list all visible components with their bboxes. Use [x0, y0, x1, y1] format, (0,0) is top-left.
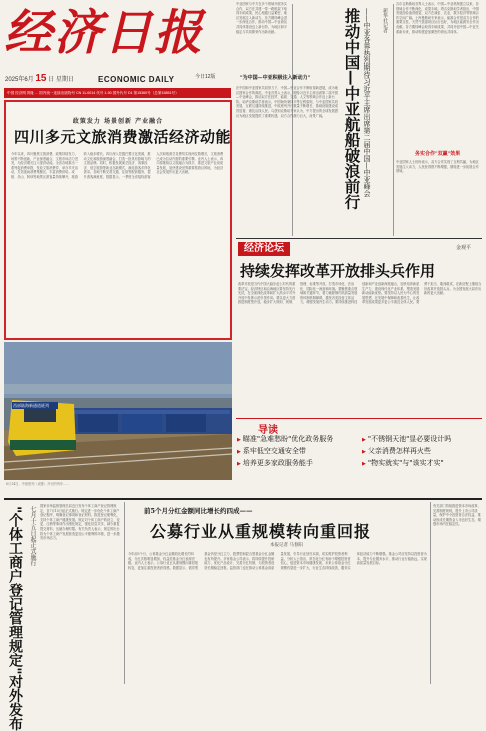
- section-rule: [236, 418, 482, 419]
- train-photo: [4, 342, 232, 480]
- section-rule: [236, 238, 482, 239]
- feature-headline: 四川多元文旅消费激活经济动能: [14, 128, 232, 146]
- guide-item[interactable]: ▶ 瞄准"急难愁盼"优化政务服务: [237, 435, 334, 443]
- guide-item[interactable]: ▶ 培养更多家政服务能手: [237, 459, 313, 467]
- triangle-icon: ▶: [237, 461, 241, 467]
- guide-item[interactable]: ▶ 系牢低空交通安全带: [237, 447, 306, 455]
- lead-body-text-c: 中亚国家人士纷纷表示，双方合作实现了互利共赢，为地区发展注入动力，人民获得感不断增强，期待进一步拓展合作领域。: [396, 160, 479, 174]
- feature-kicker: 政策发力 场景创新 产业融合: [72, 118, 164, 125]
- lead-subtitle: ——中亚各界热烈期待习近平主席出席第二届中国—中亚峰会: [363, 8, 371, 197]
- fund-body: 今年前5个月，公募基金分红金额同比增长约四成，分红次数明显增加，权益类基金分红表现亮眼。业内人士表示，公募行业正从重规模向重回报转变，更加注重投资者获得感。数据显示，债券型基金仍是分红主力，股票型和混合型基金分红金额也有所提升。多家基金公司表示，将持续提升投研能力，优化产品设计，完善分红机制，为投资者创造长期稳定回报。监管部门也在推动公募基金高质量发展，引导行业回归本源，切实维护投资者利益。分析人士指出，常态化分红有助于增强投资者信心，促进资本市场健康发展，未来公募基金分红规模有望进一步扩大，行业生态持续改善，服务实体经济能力不断增强。基金公司应坚持以投资者为本，提升专业服务水平，推动行业行稳致远，实现高质量发展目标。: [128, 552, 427, 570]
- feature-body: 今年以来，四川聚焦文旅消费，政策持续发力，场景不断创新，产业深度融合，文旅市场活力迸发，为经济增长注入强劲动能。全省各地推出一系列促消费举措，发放文旅消费券，举办节庆活动，打造夜间消费集聚区，丰富消费供给。成都、乐山、阿坝等地景区游客量持续攀升，旅游收入稳步增长。四川深入挖掘巴蜀文化资源，推动文化和旅游深度融合，打造一批具有影响力的文旅品牌。同时，积极发展演艺经济、赛事经济、低空旅游等新业态新模式，满足游客多样化需求。各地不断完善交通、住宿等配套服务，提升游客满意度。数据显示，一季度全省接待游客人次和旅游总花费均实现两位数增长，文旅消费已成为拉动内需的重要引擎。业内人士表示，四川将继续以文旅融合为抓手，推进文旅产业高质量发展，加快建设世界重要旅游目的地，为经济社会发展作出更大贡献。: [11, 152, 224, 179]
- column-divider: [124, 502, 125, 684]
- registration-subtitle: 七月十五日起正式施行: [29, 506, 36, 566]
- photo-caption: 6月14日，中欧班列（成都）开行的列车……: [6, 482, 70, 486]
- section-rule: [4, 498, 482, 500]
- date-day: 15: [35, 73, 47, 84]
- guide-item[interactable]: ▶ 父亲消费怎样再火些: [362, 447, 431, 455]
- date-year: 2025年6月: [5, 77, 34, 83]
- guide-title: 导读: [258, 425, 278, 436]
- masthead-logo: 经济日报: [4, 5, 205, 61]
- triangle-icon: ▶: [237, 449, 241, 455]
- masthead-english: ECONOMIC DAILY: [98, 75, 175, 84]
- date-suffix: 日 星期日: [48, 77, 74, 83]
- triangle-icon: ▶: [362, 461, 366, 467]
- commentary-headline: 持续发挥改革开放排头兵作用: [240, 262, 436, 280]
- lead-body-text-b: 吉尔吉斯斯坦各界人士表示，中国—中亚机制建立以来，各领域合作不断深化，成果丰硕。塔吉克斯坦学者指出，中国发展经验值得借鉴，双方在减贫、农业、数字经济等领域合作空间广阔。土库曼斯坦专家表示，能源合作是双方合作的重要支柱，天然气管道项目运行良好，为地区能源安全作出贡献。各方期待峰会取得丰硕成果，共同开创中国—中亚关系新未来，推动构建更加紧密的命运共同体。: [396, 2, 479, 34]
- guide-item[interactable]: ▶ "物实就实"与"该实才实": [362, 459, 444, 467]
- guide-item[interactable]: ▶ "不锈钢天池"显必要设计吗: [362, 435, 452, 443]
- side-note: 务实合作"双赢"效果: [415, 151, 461, 157]
- train-illustration: [4, 342, 232, 480]
- registration-body: 国家市场监督管理总局近日发布个体工商户登记管理规定，自7月15日起正式施行。规定进一步优化个体工商户登记程序，明确登记事项和登记材料，推进登记便利化，支持个体工商户健康发展。规定对个体工商户的设立、变更、注销等事项作出细化规定，强化信息共享，减少重复提交材料，压缩办理时限。有关负责人表示，规定的出台将为个体工商户发展营造更加公平便利的环境，进一步激发市场活力。: [40, 504, 120, 541]
- fund-byline: 本报记者 马春阳: [270, 543, 303, 548]
- column-divider: [430, 502, 431, 684]
- feature-story-box: [4, 100, 232, 340]
- lead-headline: 推动中国—中亚航船破浪前行: [342, 8, 361, 210]
- triangle-icon: ▶: [362, 449, 366, 455]
- lead-byline: 新华社记者: [382, 8, 388, 33]
- registration-headline: "个体工商户登记管理规定"对外发布: [7, 506, 23, 731]
- lead-body-text-a: 在中国和中亚国家共同努力下，中国—中亚合作不断取得新进展，成为地区国家合作的典范。中亚各界人士表示，期待习近平主席出席第二届中国—中亚峰会，推动双方在经贸、能源、交通、人文等领域合作迈上新台阶。哈萨克斯坦学者表示，中国始终秉持平等互利原则，与中亚国家共同发展，互联互通持续推进，中欧班列开行数量不断增长，基础设施建设成效显著，惠及沿线人民。乌兹别克斯坦专家认为，中方提出的全球发展倡议为地区发展提供了重要机遇，双方合作潜力巨大，前景广阔。: [236, 86, 338, 118]
- right-column-text: 有关部门持续推进资本市场改革，完善制度规则，提升上市公司质量，保护中小投资者合法权益，推动形成长期资金入市良好生态，增强市场内在稳定性。: [433, 504, 481, 527]
- commentary-author: 金观平: [456, 245, 472, 251]
- photo-sign: 西部陆海新通道班列: [12, 402, 58, 409]
- column-divider: [393, 4, 394, 236]
- mid-note: "为中国—中亚积极注入新动力": [240, 75, 311, 81]
- commentary-tag: 经济论坛: [238, 242, 290, 256]
- edition-date: [5, 73, 74, 84]
- top-column-text: 中亚国家与中方在多个领域开展务实合作，双方在共建一带一路框架下取得丰硕成果，民心相通日益紧密，地区发展注入新动力。各方期待峰会进一步深化合作，推动中国—中亚命运共同体建设迈上新台阶，为地区和平稳定与共同繁荣作出新贡献。: [236, 2, 287, 34]
- fund-kicker: 前5个月分红金额同比增长约四成——: [144, 507, 253, 515]
- fund-headline: 公募行业从重规模转向重回报: [150, 522, 372, 541]
- top-info-bar: 中国 经济网 网址 ... 国内统一连续出版物号 CN 11-0014 代号 1-90 国外代号 D1 第15360号（总第15851号）: [4, 88, 231, 98]
- issue-info: 今日12版: [195, 74, 216, 80]
- triangle-icon: ▶: [237, 437, 241, 443]
- commentary-body: 改革开放是当代中国大踏步赶上时代的重要法宝。经济特区和沿海地区要坚持先行先试，在全面深化改革和扩大高水平对外开放中发挥示范引领作用。要以更大力度推进制度型开放，稳步扩大规则、规制、管理、标准等开放，打造市场化、法治化、国际化一流营商环境。要聚焦重点领域和关键环节，着力破除制约高质量发展的体制机制障碍，激发各类经营主体活力，增强发展内生动力。要持续推进科技创新和产业创新深度融合，加快培育新质生产力，建设现代化产业体系，塑造发展新动能新优势。要坚持以人民为中心的发展思想，在发展中保障和改善民生，让改革发展成果更多更公平惠及全体人民。要勇于担当、敢闯敢试，在新征程上继续当好改革开放排头兵，为全国发展大局作出新的更大贡献。: [238, 282, 482, 305]
- triangle-icon: ▶: [362, 437, 366, 443]
